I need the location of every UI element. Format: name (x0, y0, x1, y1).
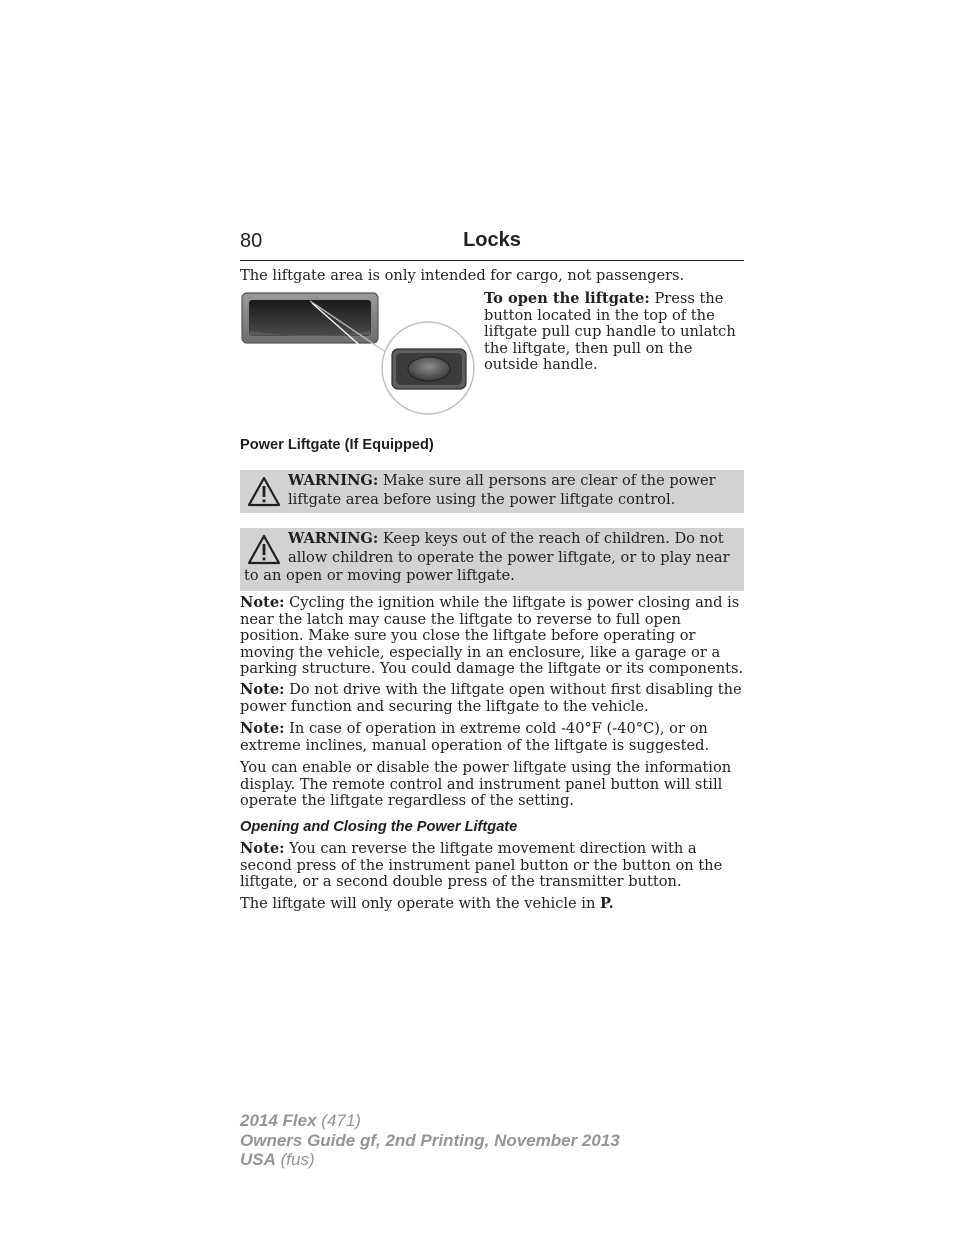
operate-text: The liftgate will only operate with the vehicle in (240, 895, 601, 912)
operate-sentence (240, 896, 744, 913)
note-text: In case of operation in extreme cold -40°F (-40°C), or on extreme inclines, manual operation of the liftgate is suggested. (240, 720, 710, 754)
footer-region-line (240, 1150, 620, 1170)
footer-model-code: (471) (316, 1111, 361, 1130)
footer-model: 2014 Flex (240, 1111, 317, 1130)
warning-box (240, 528, 744, 591)
note-label: Note: (240, 720, 285, 737)
footer-region: USA (240, 1150, 276, 1169)
warning-label: WARNING: (288, 530, 379, 547)
opening-closing-heading: Opening and Closing the Power Liftgate (240, 819, 518, 835)
power-liftgate-heading: Power Liftgate (If Equipped) (240, 437, 434, 453)
open-liftgate-label: To open the liftgate: (484, 290, 650, 307)
note-label: Note: (240, 840, 285, 857)
footer-region-code: (fus) (275, 1150, 315, 1169)
warning-label: WARNING: (288, 472, 379, 489)
liftgate-handle-illustration (240, 291, 478, 417)
note-label: Note: (240, 681, 285, 698)
page-header (240, 228, 744, 261)
enable-paragraph: You can enable or disable the power liftgate using the information display. The remote control and instrument panel button will still operate the liftgate regardless of the setting. (240, 759, 732, 810)
warning-triangle-icon (246, 475, 282, 509)
page-number: 80 (240, 230, 263, 252)
note-cold (240, 721, 744, 754)
footer-guide: Owners Guide gf, 2nd Printing, November 2013 (240, 1130, 620, 1150)
park-gear: P. (600, 895, 614, 912)
note-text: You can reverse the liftgate movement direction with a second press of the instrument panel button or the button on the liftgate, or a second double press of the transmitter button. (240, 840, 723, 891)
note-reverse (240, 841, 744, 891)
section-title: Locks (463, 229, 521, 251)
open-liftgate-instructions (484, 291, 746, 374)
footer-model-line (240, 1111, 620, 1131)
note-label: Note: (240, 594, 285, 611)
document-footer (240, 1111, 620, 1170)
warning-box (240, 470, 744, 513)
warning-triangle-icon (246, 533, 282, 567)
warning-text: Keep keys out of the reach of children. Do not allow children to operate the power liftgate, or to play near to an open or moving power liftgate. (244, 530, 730, 584)
note-ignition (240, 595, 744, 678)
note-text: Cycling the ignition while the liftgate is power closing and is near the latch may cause the liftgate to reverse to full open position. Make sure you close the liftgate before operating or moving the vehicle, especially in an enclosure, like a garage or a parking structure. You could damage the liftgate or its components. (240, 594, 744, 678)
open-liftgate-text: Press the button located in the top of the liftgate pull cup handle to unlatch the liftgate, then pull on the outside handle. (484, 290, 736, 374)
note-drive (240, 682, 744, 715)
warning-text: Make sure all persons are clear of the power liftgate area before using the power liftgate control. (288, 472, 716, 508)
intro-paragraph: The liftgate area is only intended for cargo, not passengers. (240, 267, 685, 284)
note-text: Do not drive with the liftgate open without first disabling the power function and securing the liftgate to the vehicle. (240, 681, 742, 715)
